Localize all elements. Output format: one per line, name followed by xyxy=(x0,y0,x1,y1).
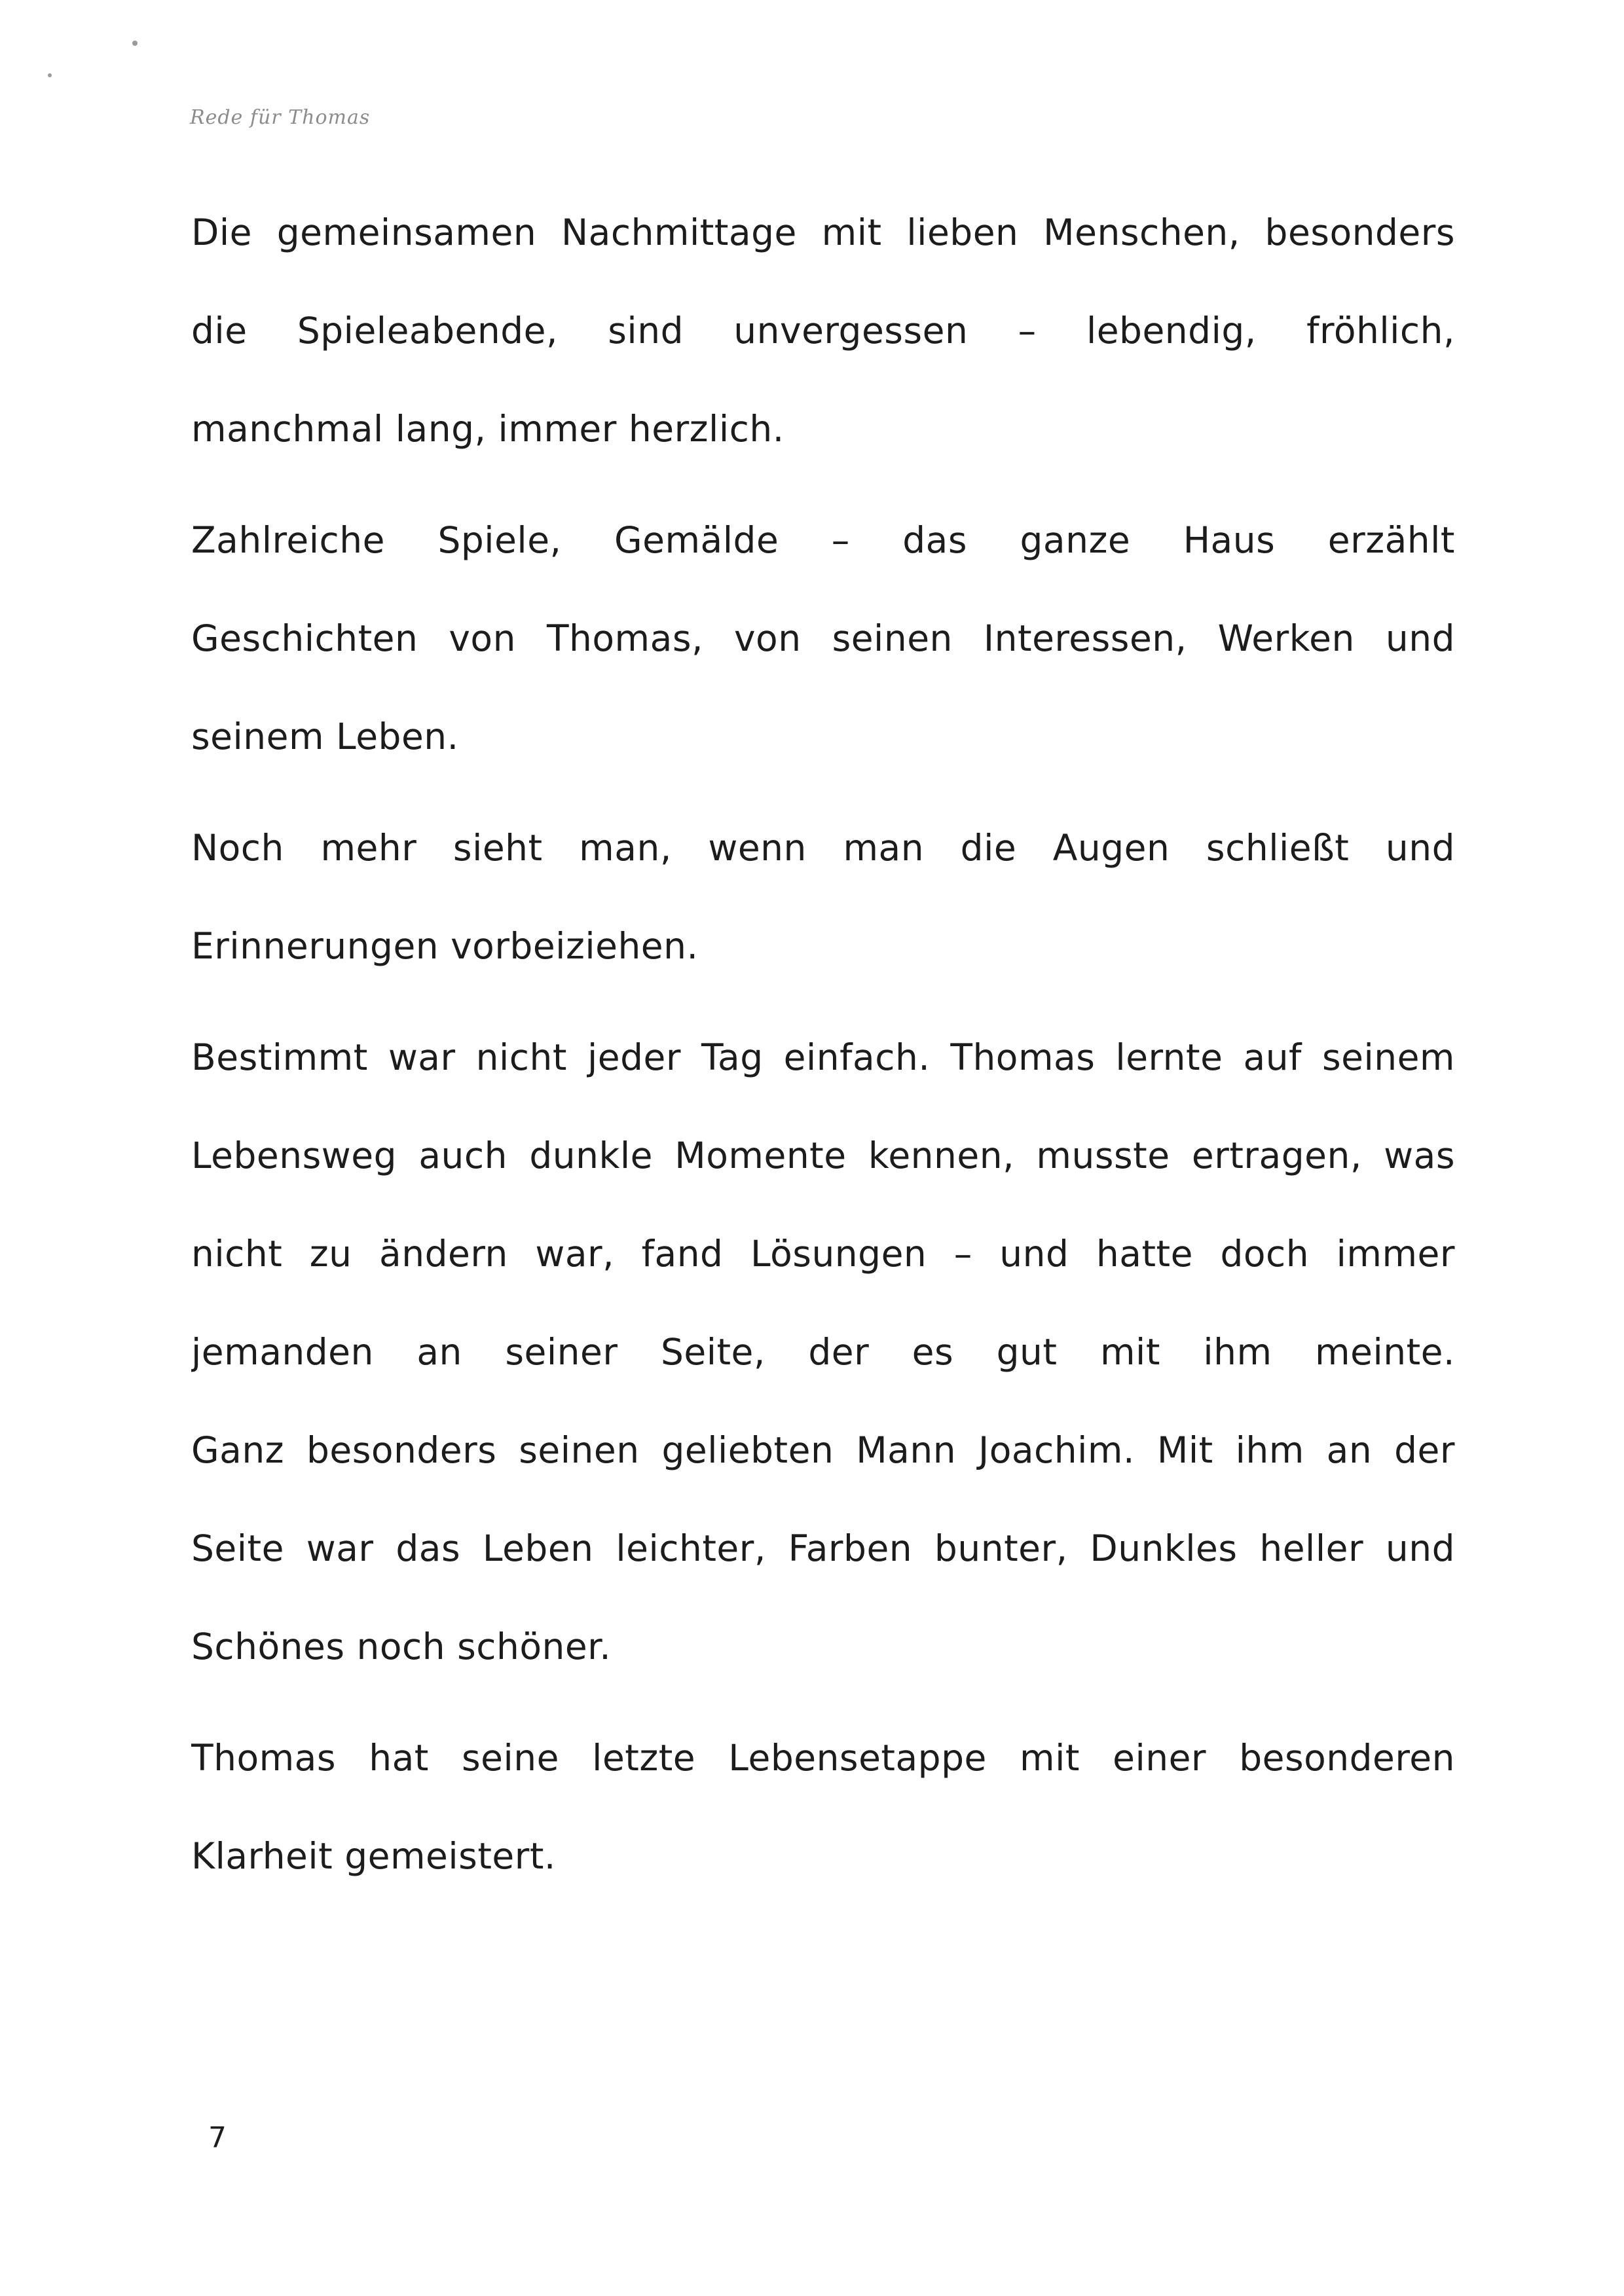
text-line: manchmal lang, immer herzlich. xyxy=(191,408,784,450)
text-line: Schönes noch schöner. xyxy=(191,1626,612,1667)
text-line: Erinnerungen vorbeiziehen. xyxy=(191,925,699,967)
page-number: 7 xyxy=(208,2121,227,2155)
paragraph-3 xyxy=(191,799,1455,995)
text-line: Noch mehr sieht man, wenn man die Augen schließt und xyxy=(191,827,1455,869)
scan-artifact xyxy=(48,73,52,77)
text-line: Thomas hat seine letzte Lebensetappe mit einer besonderen xyxy=(191,1737,1455,1779)
text-line: Die gemeinsamen Nachmittage mit lieben Menschen, besonders xyxy=(191,211,1455,253)
text-line: Ganz besonders seinen geliebten Mann Joachim. Mit ihm an der xyxy=(191,1429,1455,1471)
text-line: seinem Leben. xyxy=(191,716,459,757)
text-line: Seite war das Leben leichter, Farben bunter, Dunkles heller und xyxy=(191,1527,1455,1569)
paragraph-2 xyxy=(191,491,1455,786)
text-line: jemanden an seiner Seite, der es gut mit ihm meinte. xyxy=(191,1331,1455,1373)
running-header: Rede für Thomas xyxy=(190,106,371,129)
text-line: Klarheit gemeistert. xyxy=(191,1835,556,1877)
speech-body xyxy=(191,183,1455,1918)
text-line: nicht zu ändern war, fand Lösungen – und hatte doch immer xyxy=(191,1233,1455,1275)
text-line: Geschichten von Thomas, von seinen Interessen, Werken und xyxy=(191,617,1455,659)
text-line: Bestimmt war nicht jeder Tag einfach. Thomas lernte auf seinem xyxy=(191,1036,1455,1078)
paragraph-4 xyxy=(191,1008,1455,1696)
paragraph-5 xyxy=(191,1709,1455,1905)
text-line: Zahlreiche Spiele, Gemälde – das ganze Haus erzählt xyxy=(191,519,1455,561)
paragraph-1 xyxy=(191,183,1455,478)
text-line: die Spieleabende, sind unvergessen – lebendig, fröhlich, xyxy=(191,310,1455,352)
scan-artifact xyxy=(132,41,138,46)
text-line: Lebensweg auch dunkle Momente kennen, musste ertragen, was xyxy=(191,1135,1455,1176)
